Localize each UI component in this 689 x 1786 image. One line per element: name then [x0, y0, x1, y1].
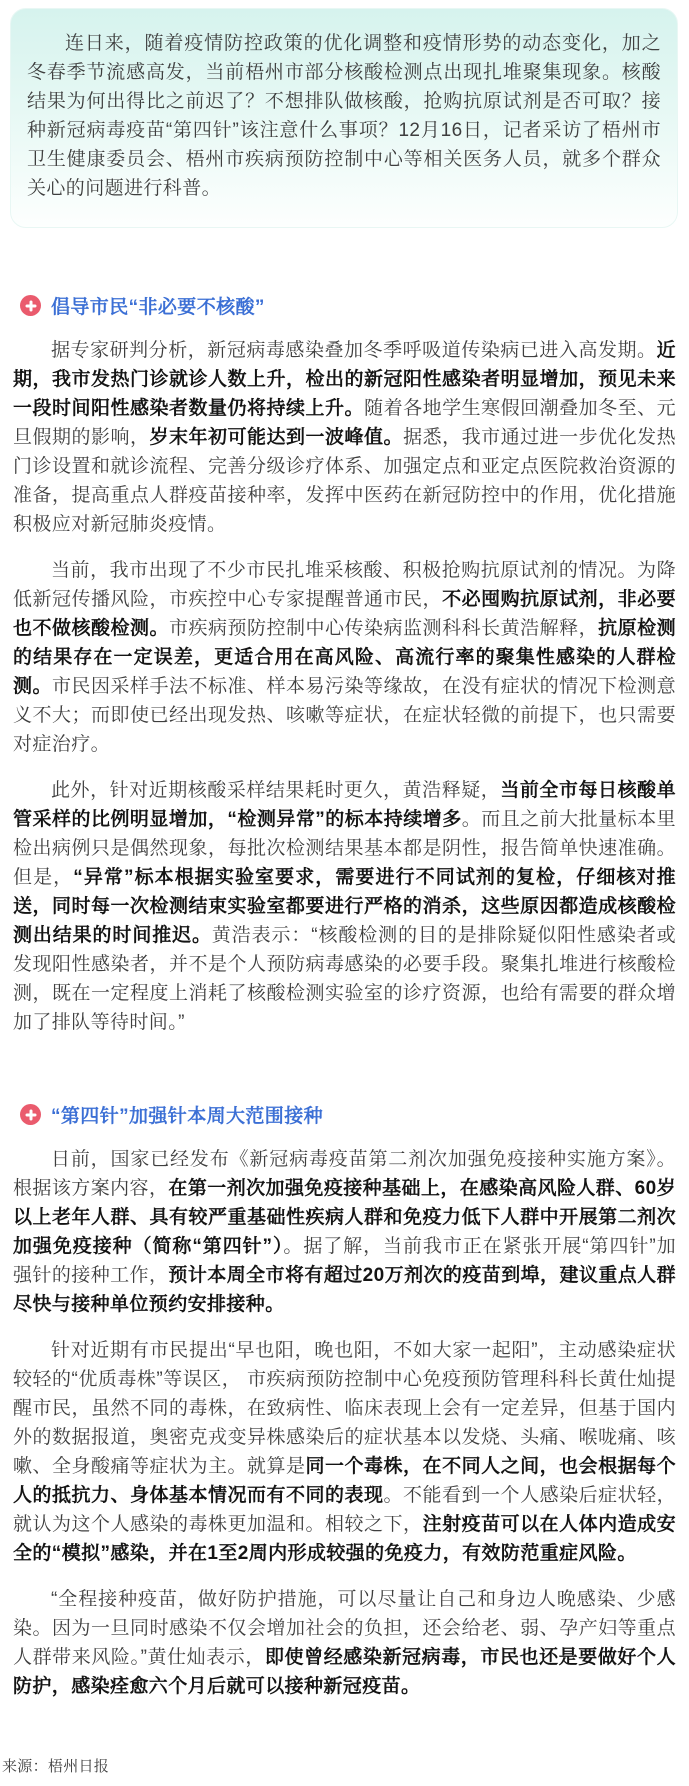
section-heading: [20, 1101, 676, 1128]
paragraph: 当前，我市出现了不少市民扎堆采核酸、积极抢购抗原试剂的情况。为降低新冠传播风险，市疾控中心专家提醒普通市民，不必囤购抗原试剂，非必要也不做核酸检测。市疾病预防控制中心传染病监测科科长黄浩解释，抗原检测的结果存在一定误差，更适合用在高风险、高流行率的聚集性感染的人群检测。市民因采样手法不标准、样本易污染等缘故，在没有症状的情况下检测意义不大；而即使已经出现发热、咳嗽等症状，在症状轻微的前提下，也只需要对症治疗。: [13, 560, 677, 755]
section-heading: [20, 292, 676, 319]
paragraph: 日前，国家已经发布《新冠病毒疫苗第二剂次加强免疫接种实施方案》。根据该方案内容，在第一剂次加强免疫接种基础上，在感染高风险人群、60岁以上老年人群、具有较严重基础性疾病人群和免疫力低下人群中开展第二剂次加强免疫接种（简称“第四针”）。据了解，当前我市正在紧张开展“第四针”加强针的接种工作，预计本周全市将有超过20万剂次的疫苗到埠，建议重点人群尽快与接种单位预约安排接种。: [13, 1149, 677, 1315]
plus-circle-icon: [20, 1104, 41, 1125]
plus-circle-icon: [20, 295, 41, 316]
intro-text: 连日来，随着疫情防控政策的优化调整和疫情形势的动态变化，加之冬春季节流感高发，当前梧州市部分核酸检测点出现扎堆聚集现象。核酸结果为何出得比之前迟了？不想排队做核酸，抢购抗原试剂是否可取？接种新冠病毒疫苗“第四针”该注意什么事项？12月16日，记者采访了梧州市卫生健康委员会、梧州市疾病预防控制中心等相关医务人员，就多个群众关心的问题进行科普。: [27, 33, 661, 199]
section-no-unnecessary-testing: [0, 292, 689, 1037]
paragraph: 据专家研判分析，新冠病毒感染叠加冬季呼吸道传染病已进入高发期。近期，我市发热门诊就诊人数上升，检出的新冠阳性感染者明显增加，预见未来一段时间阳性感染者数量仍将持续上升。随着各地学生寒假回潮叠加冬至、元旦假期的影响，岁末年初可能达到一波峰值。据悉，我市通过进一步优化发热门诊设置和就诊流程、完善分级诊疗体系、加强定点和亚定点医院救治资源的准备，提高重点人群疫苗接种率，发挥中医药在新冠防控中的作用，优化措施积极应对新冠肺炎疫情。: [13, 340, 677, 535]
section-title: “第四针”加强针本周大范围接种: [51, 1106, 324, 1127]
paragraph: “全程接种疫苗，做好防护措施，可以尽量让自己和身边人晚感染、少感染。因为一旦同时感染不仅会增加社会的负担，还会给老、弱、孕产妇等重点人群带来风险。”黄仕灿表示，即使曾经感染新冠病毒，市民也还是要做好个人防护，感染痊愈六个月后就可以接种新冠疫苗。: [13, 1589, 676, 1697]
source-line: [2, 1755, 676, 1776]
section-fourth-dose-vaccination: [0, 1101, 689, 1701]
intro-card: [10, 8, 678, 228]
source-text: 来源：梧州日报: [2, 1758, 110, 1775]
section-title: 倡导市民“非必要不核酸”: [51, 297, 265, 318]
paragraph: 针对近期有市民提出“早也阳，晚也阳，不如大家一起阳”，主动感染症状较轻的“优质毒株”等误区， 市疾病预防控制中心免疫预防管理科科长黄仕灿提醒市民，虽然不同的毒株，在致病性、临床表现上会有一定差异，但基于国内外的数据报道，奥密克戎变异株感染后的症状基本以发烧、头痛、喉咙痛、咳嗽、全身酸痛等症状为主。就算是同一个毒株，在不同人之间，也会根据每个人的抵抗力、身体基本情况而有不同的表现。不能看到一个人感染后症状轻，就认为这个人感染的毒株更加温和。相较之下，注射疫苗可以在人体内造成安全的“模拟”感染，并在1至2周内形成较强的免疫力，有效防范重症风险。: [13, 1340, 676, 1564]
paragraph: 此外，针对近期核酸采样结果耗时更久，黄浩释疑，当前全市每日核酸单管采样的比例明显增加，“检测异常”的标本持续增多。而且之前大批量标本里检出病例只是偶然现象，每批次检测结果基本都是阴性，报告简单快速准确。但是，“异常”标本根据实验室要求，需要进行不同试剂的复检，仔细核对推送，同时每一次检测结束实验室都要进行严格的消杀，这些原因都造成核酸检测出结果的时间推迟。黄浩表示：“核酸检测的目的是排除疑似阳性感染者或发现阳性感染者，并不是个人预防病毒感染的必要手段。聚集扎堆进行核酸检测，既在一定程度上消耗了核酸检测实验室的诊疗资源，也给有需要的群众增加了排队等待时间。”: [13, 780, 677, 1033]
